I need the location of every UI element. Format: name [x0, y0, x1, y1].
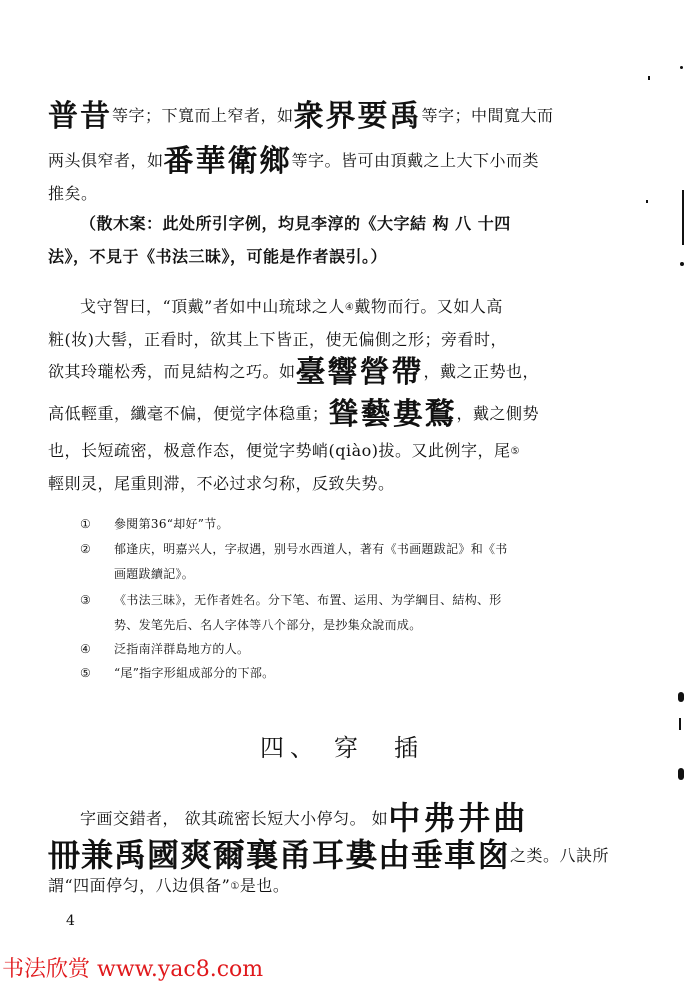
scan-artifact	[646, 200, 648, 203]
text-run: 謂“四面停匀，八边俱备”	[48, 876, 231, 895]
text-run: 等字。皆可由頂戴之上大下小而类	[291, 151, 540, 170]
footnote-ref-4[interactable]: ④	[344, 302, 355, 313]
scan-artifact	[679, 718, 681, 730]
example-chars-large: 番華衛鄉	[163, 144, 292, 179]
text-run: 也，长短疏密，极意作态，便觉字势峭(qiào)拔。又此例字，尾	[48, 441, 511, 460]
text-run: 之类。八訣所	[510, 846, 610, 865]
example-chars-large: 聳藝婁鶩	[328, 397, 457, 432]
editor-note-line2: 法》，不見于《书法三昧》，可能是作者誤引。）	[48, 247, 388, 266]
site-watermark: 书法欣赏 www.yac8.com	[2, 957, 264, 982]
para1-line2	[48, 144, 540, 179]
para3-line1	[80, 799, 529, 837]
scan-artifact	[680, 66, 683, 69]
page-number: 4	[66, 913, 75, 929]
para2-line3	[48, 355, 540, 390]
text-run: ，戴之正势也，	[423, 362, 540, 381]
text-run: ，戴之側势	[456, 404, 540, 423]
text-run: 等字；中間寬大而	[421, 106, 554, 125]
text-run: 戴物而行。又如人高	[354, 297, 503, 316]
example-chars-large: 中弗井曲	[388, 799, 529, 837]
example-chars-large: 臺響營帶	[295, 355, 424, 390]
para2-line6: 輕則灵，尾重則滞，不必过求匀称，反致失势。	[48, 474, 395, 493]
example-chars-large: 冊兼禹國爽爾襄甬耳婁由垂車囪	[48, 836, 511, 874]
para3-line2	[48, 836, 610, 874]
para3-line3	[48, 876, 289, 897]
scan-artifact	[680, 262, 684, 266]
heading-part: 四、	[260, 734, 320, 762]
example-chars-large: 衆界要禹	[293, 99, 422, 134]
para2-line1	[80, 297, 503, 318]
text-run: 是也。	[239, 876, 290, 895]
footnote-text: 《书法三昧》，无作者姓名。分下笔、布置、运用、为学綱目、結构、形	[114, 593, 502, 607]
footnote-number: ②	[80, 542, 92, 556]
text-run: 高低輕重，纖毫不偏，便觉字体稳重；	[48, 404, 329, 423]
text-run: 等字；下寬而上窄者，如	[112, 106, 294, 125]
editor-note-line1: （散木案：此处所引字例，均見李淳的《大字結 构 八 十四	[80, 214, 511, 233]
scan-artifact	[678, 768, 684, 780]
footnote-text: 參閱第36“却好”节。	[114, 517, 229, 531]
footnote-1	[80, 516, 229, 532]
footnote-text: 郁逢庆，明嘉兴人，字叔遇，别号水西道人，著有《书画題跋記》和《书	[114, 542, 508, 556]
footnote-4	[80, 641, 249, 657]
heading-part: 穿	[334, 734, 364, 762]
example-chars-large: 普昔	[48, 99, 112, 134]
para2-line2: 粧(妆)大髻，正看时，欲其上下皆正，使无偏側之形；旁看时，	[48, 330, 507, 349]
text-run: 欲其玲瓏松秀，而見結构之巧。如	[48, 362, 296, 381]
para1-line1	[48, 99, 554, 134]
footnote-3-cont: 势、发笔先后、名人字体等八个部分，是抄集众說而成。	[114, 618, 422, 632]
footnote-5	[80, 665, 274, 681]
footnote-2	[80, 541, 508, 557]
para2-line4	[48, 397, 540, 432]
footnote-number: ①	[80, 517, 92, 531]
footnote-2-cont: 画題跋續記》。	[114, 567, 195, 581]
text-run: 两头俱窄者，如	[48, 151, 164, 170]
heading-part: 插	[394, 734, 424, 762]
footnote-number: ③	[80, 593, 92, 607]
scan-artifact	[678, 692, 684, 702]
footnote-ref-5[interactable]: ⑤	[510, 446, 520, 457]
footnote-ref-1[interactable]: ①	[230, 881, 240, 892]
text-run: 戈守智曰，“頂戴”者如中山琉球之人	[80, 297, 345, 316]
footnote-number: ④	[80, 642, 92, 656]
footnote-text: 泛指南洋群島地方的人。	[114, 642, 250, 656]
section-heading	[0, 728, 684, 763]
footnote-text: “尾”指字形組成部分的下部。	[114, 666, 275, 680]
footnote-3	[80, 592, 502, 608]
text-run: 字画交錯者， 欲其疏密长短大小停匀。 如	[80, 809, 389, 828]
footnote-number: ⑤	[80, 666, 92, 680]
scan-artifact	[648, 76, 650, 80]
para2-line5	[48, 441, 520, 462]
para1-line3: 推矣。	[48, 184, 98, 203]
